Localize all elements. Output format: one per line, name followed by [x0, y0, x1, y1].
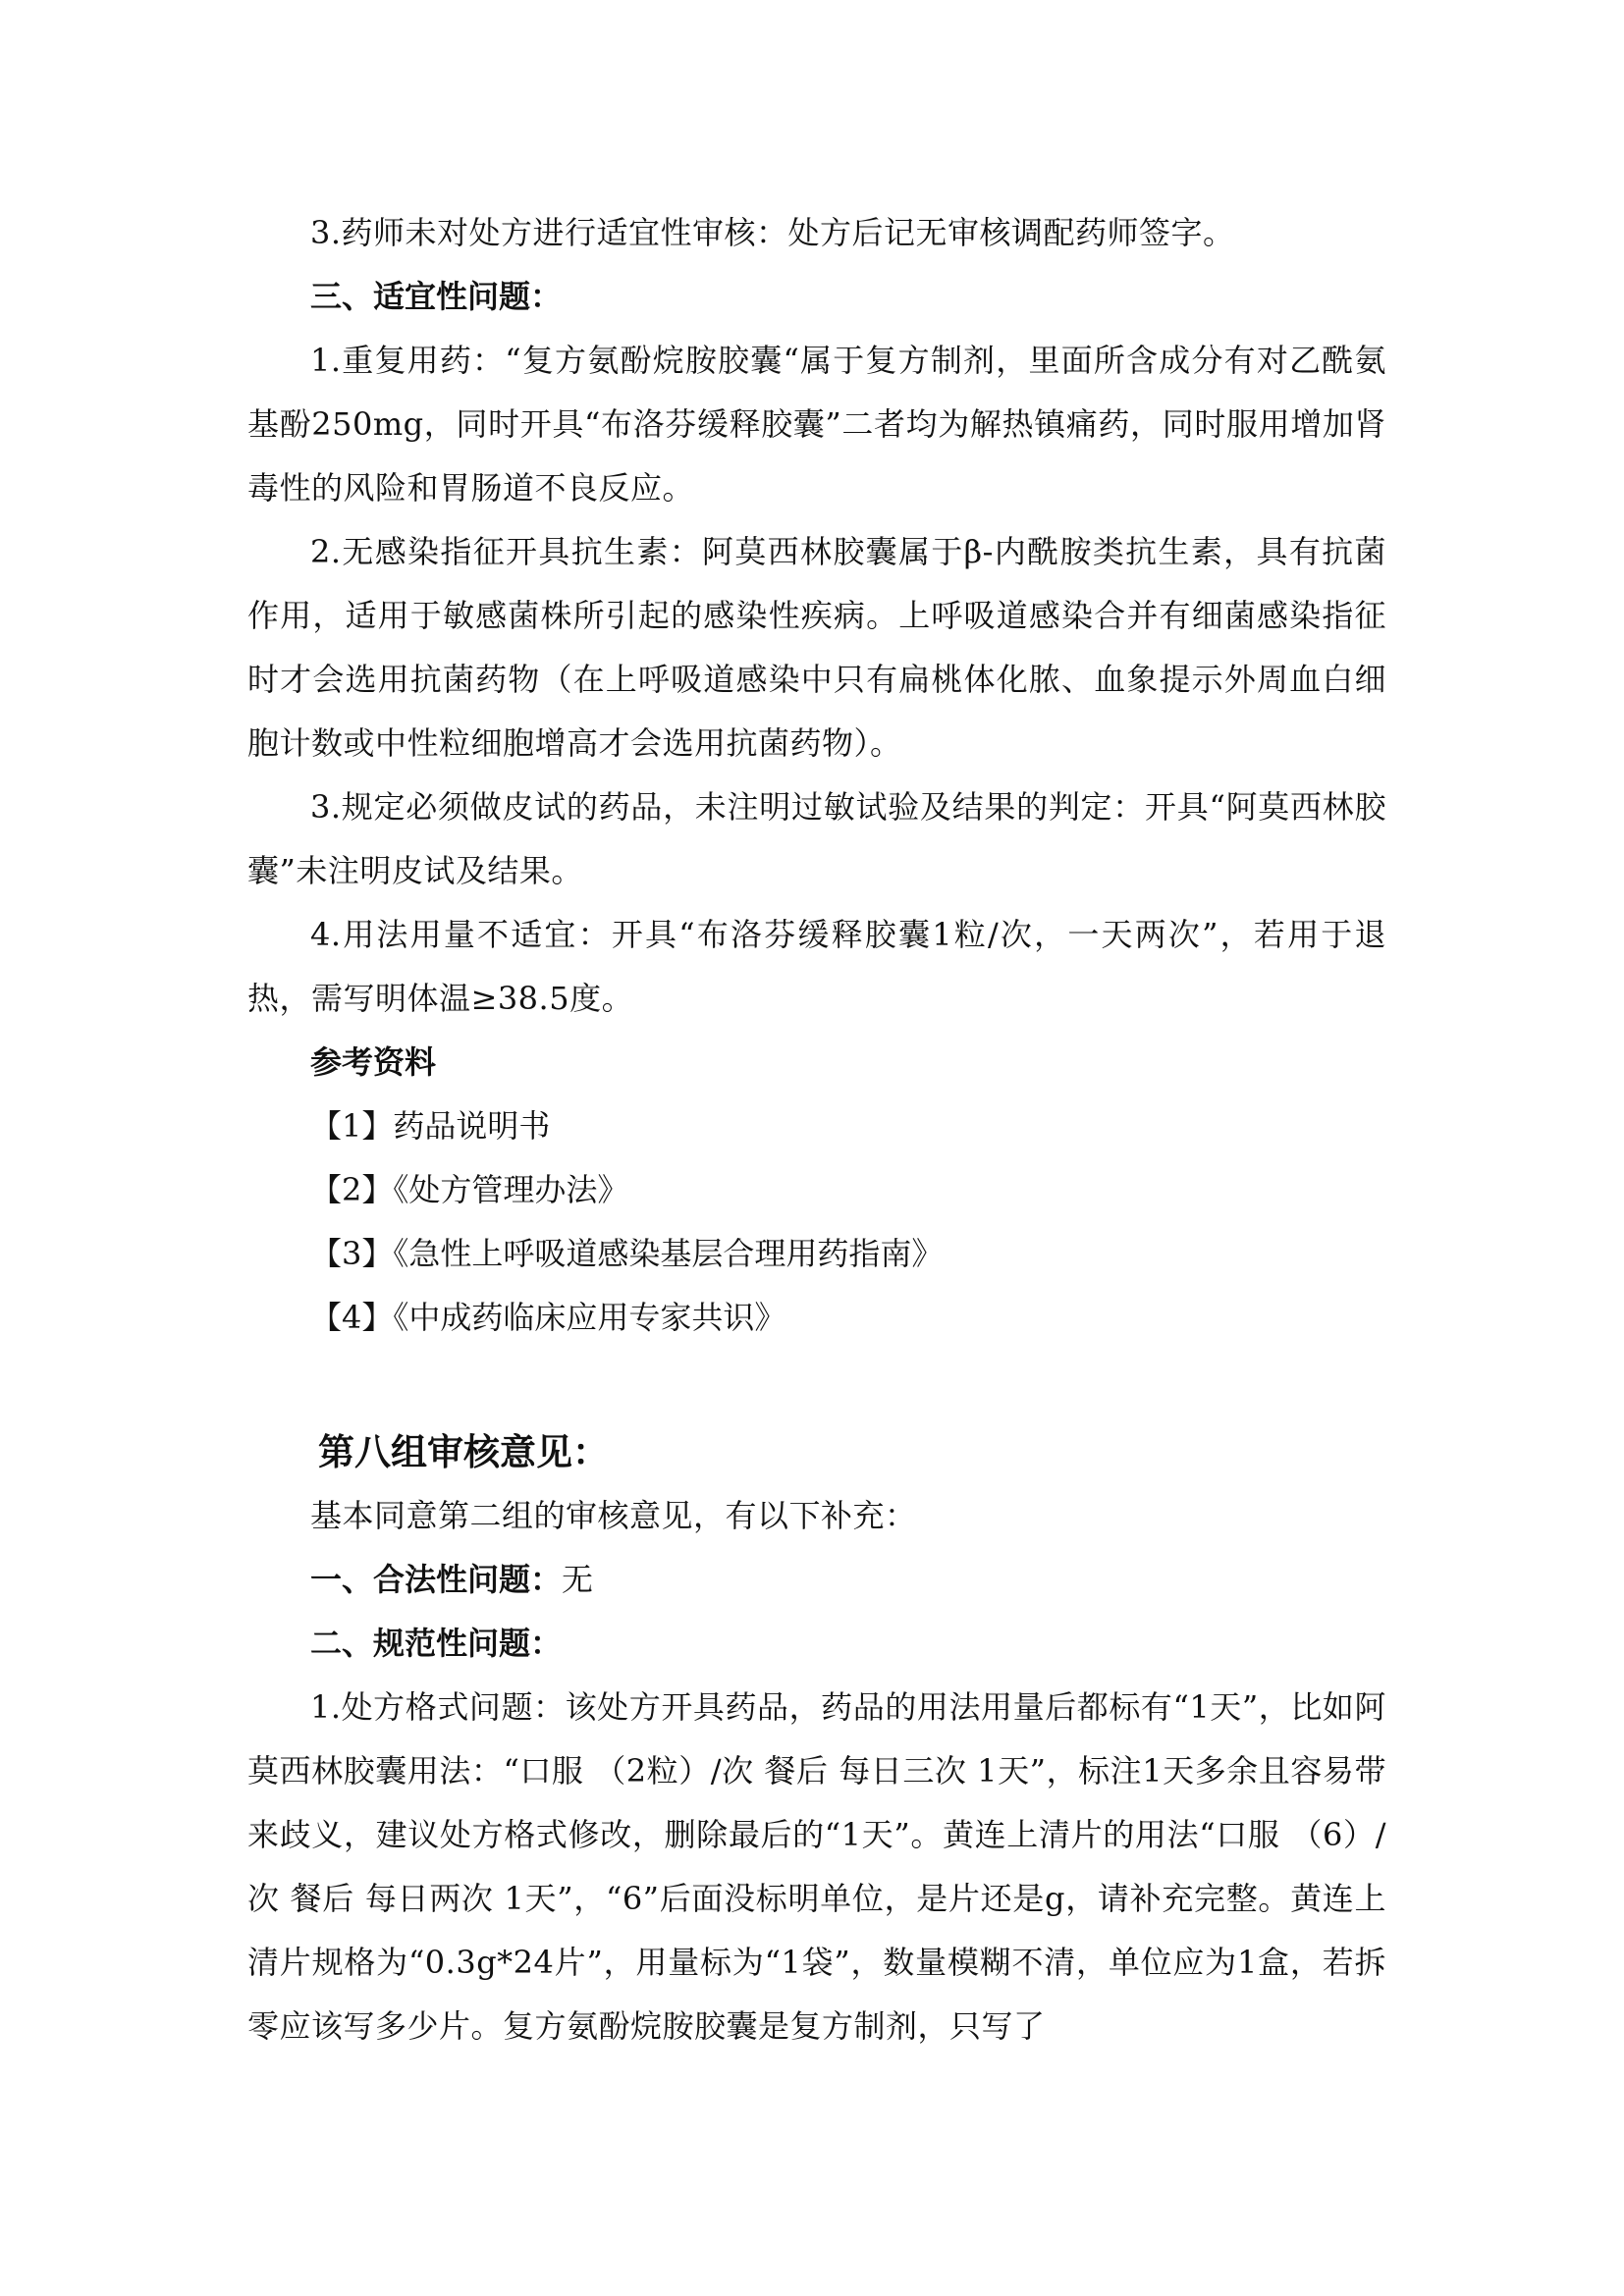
heading-references: 参考资料	[310, 1043, 437, 1081]
heading-appropriateness: 三、适宜性问题：	[310, 278, 563, 315]
heading-standardization: 二、规范性问题：	[310, 1625, 563, 1662]
paragraph-pharmacist-review: 3.药师未对处方进行适宜性审核：处方后记无审核调配药师签字。	[310, 214, 1235, 251]
heading-legality	[247, 1548, 1386, 1612]
paragraph-skin-test: 3.规定必须做皮试的药品，未注明过敏试验及结果的判定：开具“阿莫西林胶囊”未注明皮试及结果。	[247, 788, 1386, 889]
reference-item: 【4】《中成药临床应用专家共识》	[310, 1299, 786, 1336]
document-body	[247, 201, 1386, 2058]
paragraph-intro: 基本同意第二组的审核意见，有以下补充：	[310, 1497, 917, 1534]
paragraph-duplicate-medication: 1.重复用药：“复方氨酚烷胺胶囊“属于复方制剂，里面所含成分有对乙酰氨基酚250mg，同时开具“布洛芬缓释胶囊”二者均为解热镇痛药，同时服用增加肾毒性的风险和胃肠道不良反应。	[247, 342, 1386, 507]
reference-item: 【3】《急性上呼吸道感染基层合理用药指南》	[310, 1235, 944, 1272]
heading-legality-value: 无	[562, 1561, 594, 1598]
heading-legality-label: 一、合法性问题：	[310, 1561, 563, 1598]
reference-item: 【2】《处方管理办法》	[310, 1171, 629, 1208]
group-eight-title: 第八组审核意见：	[318, 1431, 609, 1473]
paragraph-antibiotic-indication: 2.无感染指征开具抗生素：阿莫西林胶囊属于β-内酰胺类抗生素，具有抗菌作用，适用于敏感菌株所引起的感染性疾病。上呼吸道感染合并有细菌感染指征时才会选用抗菌药物（在上呼吸道感染中只有扁桃体化脓、血象提示外周血白细胞计数或中性粒细胞增高才会选用抗菌药物）。	[247, 533, 1386, 762]
paragraph-prescription-format: 1.处方格式问题：该处方开具药品，药品的用法用量后都标有“1天”，比如阿莫西林胶囊用法：“口服 （2粒）/次 餐后 每日三次 1天”，标注1天多余且容易带来歧义，建议处方格式修改，删除最后的“1天”。黄连上清片的用法“口服 （6）/次 餐后 每日两次 1天”，“6”后面没标明单位，是片还是g，请补充完整。黄连上清片规格为“0.3g*24片”，用量标为“1袋”，数量模糊不清，单位应为1盒，若拆零应该写多少片。复方氨酚烷胺胶囊是复方制剂，只写了	[247, 1688, 1386, 2045]
reference-item: 【1】药品说明书	[310, 1107, 551, 1145]
paragraph-dosage: 4.用法用量不适宜：开具“布洛芬缓释胶囊1粒/次，一天两次”，若用于退热，需写明体温≥38.5度。	[247, 916, 1386, 1017]
section-spacer	[247, 1350, 1386, 1420]
